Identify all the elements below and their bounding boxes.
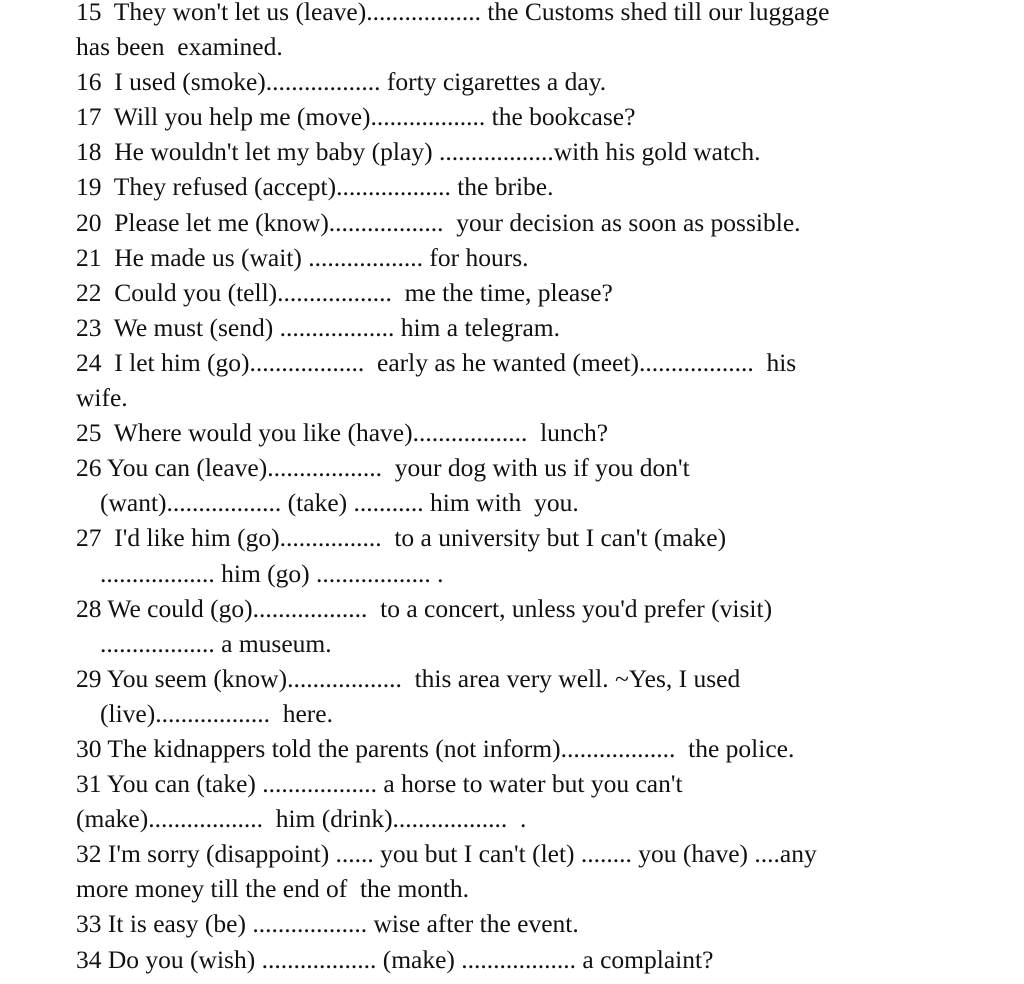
exercise-line: has been examined. [76,32,283,62]
exercise-line: .................. a museum. [100,628,332,658]
exercise-line: (live).................. here. [100,698,333,728]
exercise-line: 28 We could (go).................. to a concert, unless you'd prefer (visit) [76,593,773,623]
exercise-line: 34 Do you (wish) .................. (make) .................. a complaint? [76,944,714,974]
exercise-line: 19 They refused (accept).................. the bribe. [76,172,554,202]
exercise-line: 25 Where would you like (have).................. lunch? [76,418,609,448]
exercise-line: 29 You seem (know).................. this area very well. ~Yes, I used [76,663,741,693]
exercise-line: (want).................. (take) ........... him with you. [100,488,579,518]
exercise-line: (make).................. him (drink).................. . [76,804,527,834]
exercise-line: .................. him (go) .................. . [100,558,444,588]
exercise-sheet [76,0,996,977]
exercise-line: 23 We must (send) .................. him a telegram. [76,312,561,342]
exercise-line: more money till the end of the month. [76,874,470,904]
exercise-line: 16 I used (smoke).................. forty cigarettes a day. [76,67,607,97]
exercise-line: 27 I'd like him (go)................ to a university but I can't (make) [76,523,727,553]
exercise-line: 31 You can (take) .................. a horse to water but you can't [76,769,683,799]
exercise-line: 15 They won't let us (leave).................. the Customs shed till our luggage [76,0,830,26]
exercise-line: 32 I'm sorry (disappoint) ...... you but I can't (let) ........ you (have) ....any [76,839,817,869]
exercise-line: 17 Will you help me (move).................. the bookcase? [76,102,636,132]
exercise-line: 26 You can (leave).................. your dog with us if you don't [76,453,690,483]
exercise-line: 24 I let him (go).................. early as he wanted (meet).................. his [76,347,797,377]
exercise-line: 18 He wouldn't let my baby (play) ..................with his gold watch. [76,137,761,167]
exercise-line: 22 Could you (tell).................. me the time, please? [76,277,613,307]
exercise-line: 33 It is easy (be) .................. wise after the event. [76,909,579,939]
exercise-line: 21 He made us (wait) .................. for hours. [76,242,529,272]
exercise-line: 20 Please let me (know).................. your decision as soon as possible. [76,207,801,237]
exercise-line: 30 The kidnappers told the parents (not inform).................. the police. [76,733,795,763]
exercise-line: wife. [76,383,128,413]
